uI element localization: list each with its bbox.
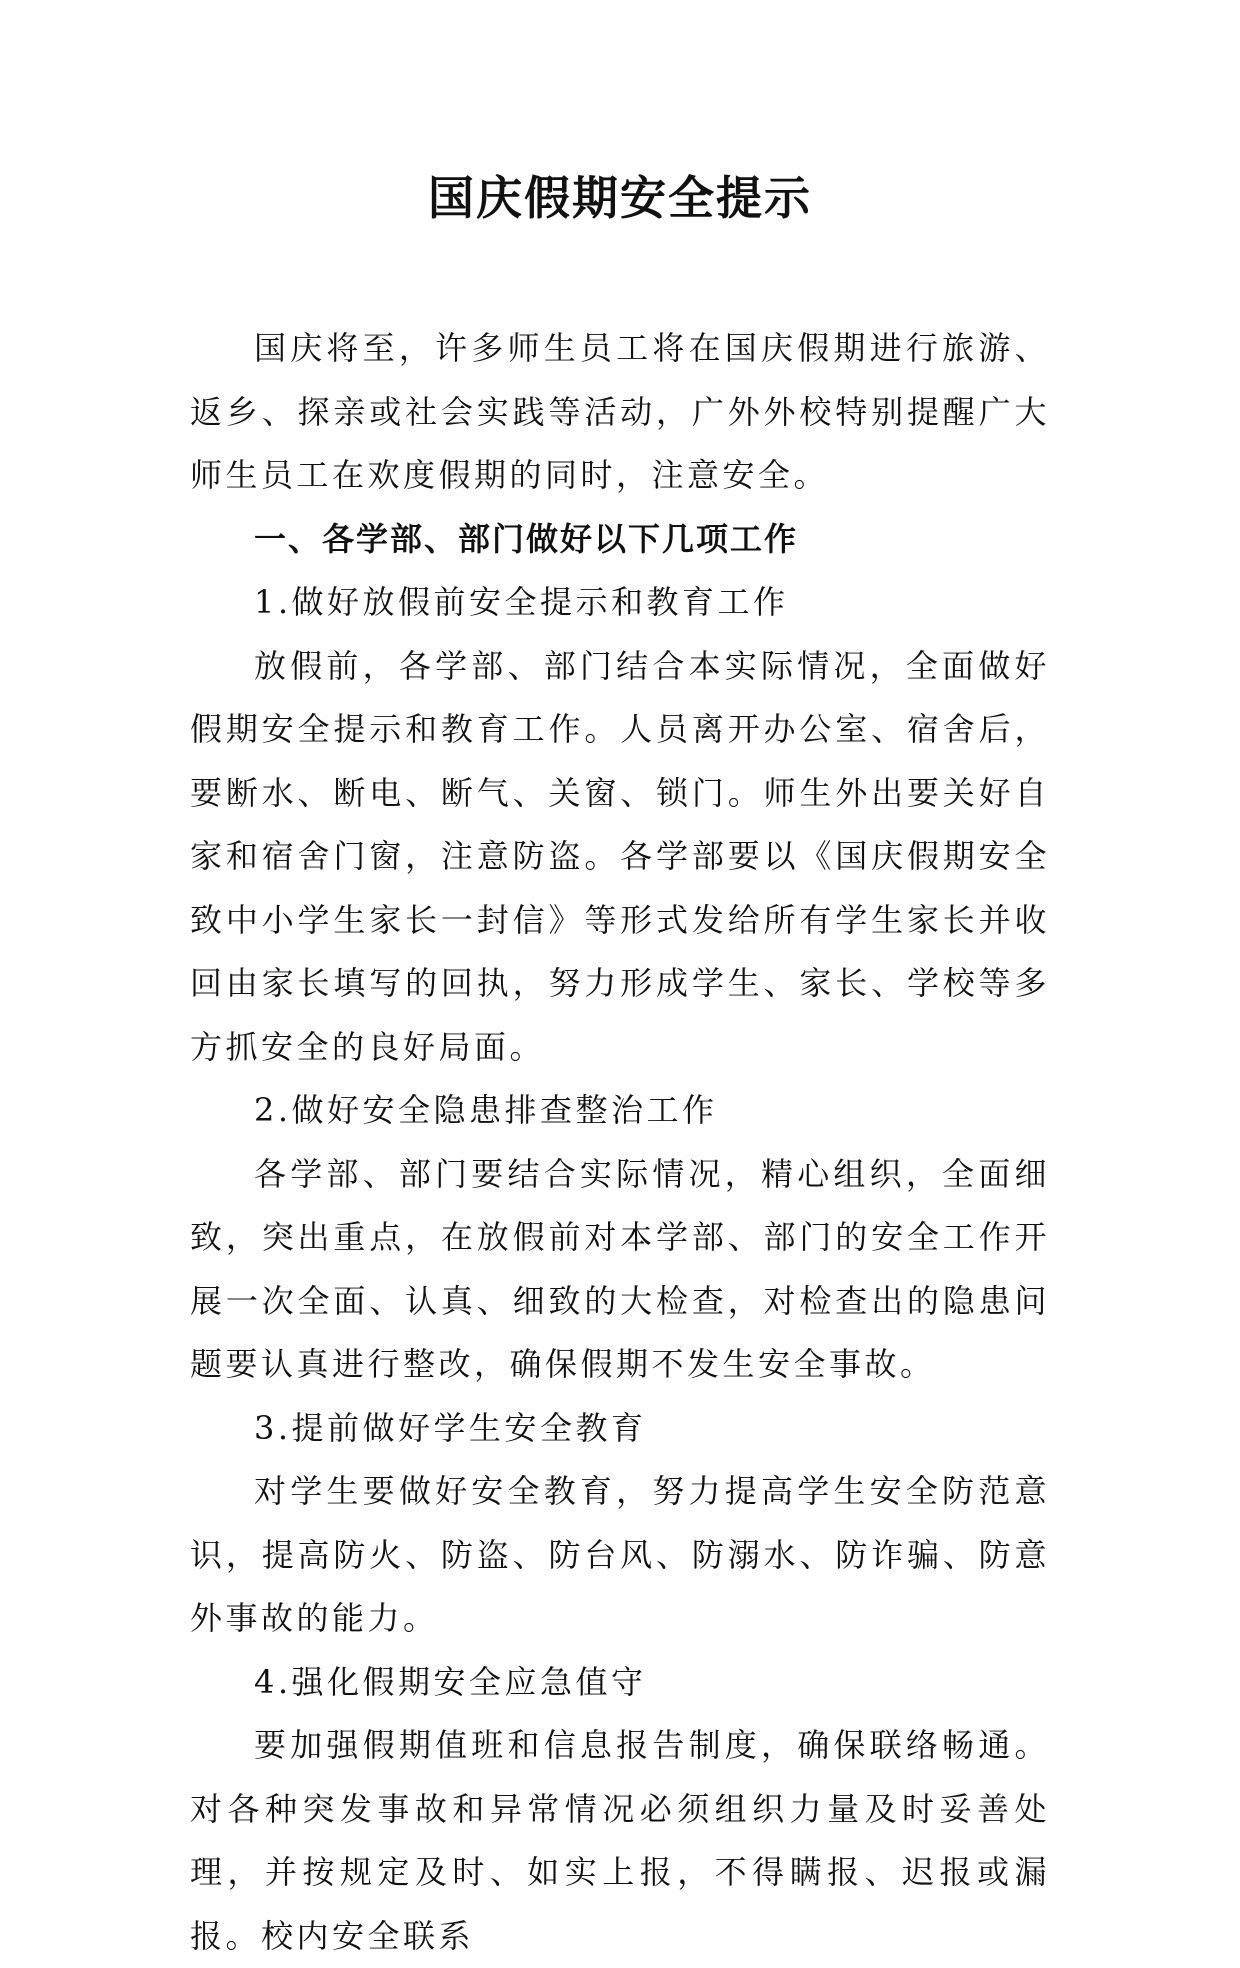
body-paragraph: 各学部、部门要结合实际情况，精心组织，全面细致，突出重点，在放假前对本学部、部门的安全工作开展一次全面、认真、细致的大检查，对检查出的隐患问题要认真进行整改，确保假期不发生安全事故。 [190,1154,1050,1383]
document-title: 国庆假期安全提示 [428,171,812,225]
item-heading: 1.做好放假前安全提示和教育工作 [254,583,789,621]
section-heading: 一、各学部、部门做好以下几项工作 [254,519,799,558]
body-paragraph: 要加强假期值班和信息报告制度，确保联络畅通。对各种突发事故和异常情况必须组织力量及时妥善处理，并按规定及时、如实上报，不得瞒报、迟报或漏报。校内安全联系 [190,1726,1050,1955]
intro-paragraph: 国庆将至，许多师生员工将在国庆假期进行旅游、返乡、探亲或社会实践等活动，广外外校特别提醒广大师生员工在欢度假期的同时，注意安全。 [190,329,1050,494]
body-paragraph: 对学生要做好安全教育，努力提高学生安全防范意识，提高防火、防盗、防台风、防溺水、防诈骗、防意外事故的能力。 [190,1472,1050,1637]
body-paragraph: 放假前，各学部、部门结合本实际情况，全面做好假期安全提示和教育工作。人员离开办公室、宿舍后，要断水、断电、断气、关窗、锁门。师生外出要关好自家和宿舍门窗，注意防盗。各学部要以《国庆假期安全致中小学生家长一封信》等形式发给所有学生家长并收回由家长填写的回执，努力形成学生、家长、学校等多方抓安全的良好局面。 [190,646,1050,1066]
item-heading: 4.强化假期安全应急值守 [254,1662,647,1701]
document-body [190,317,1050,1968]
item-heading: 2.做好安全隐患排查整治工作 [254,1091,718,1129]
item-heading: 3.提前做好学生安全教育 [254,1408,647,1447]
